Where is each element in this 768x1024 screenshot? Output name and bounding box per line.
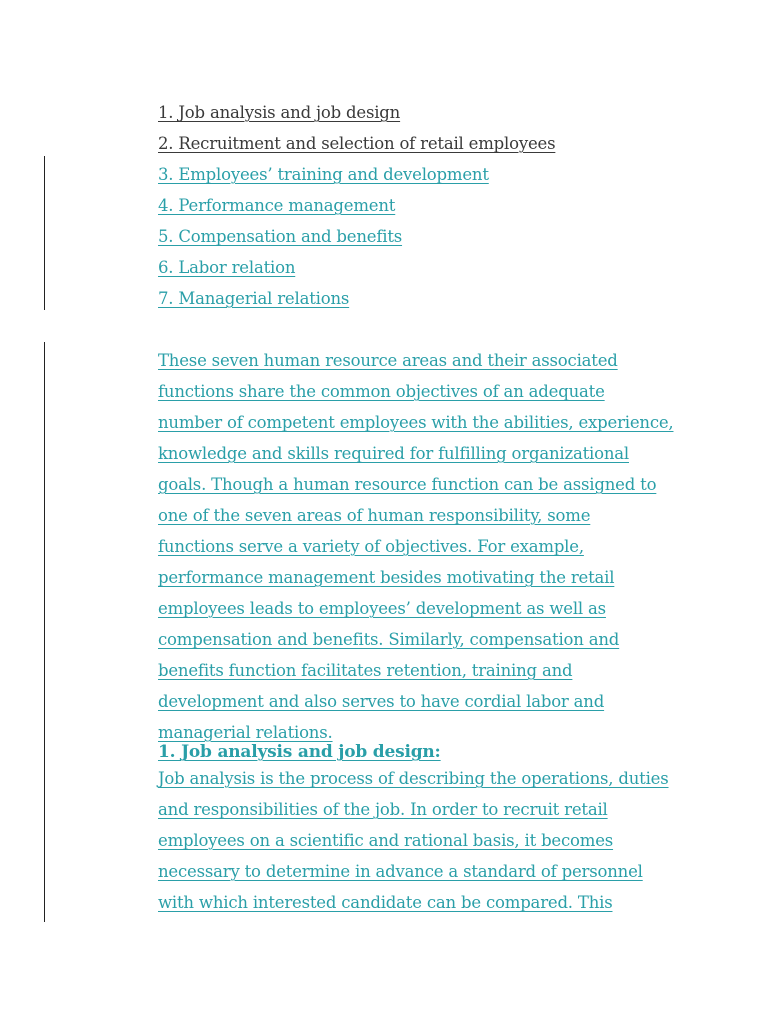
list-item[interactable] [158, 160, 718, 191]
paragraph-line[interactable]: goals. Though a human resource function can be assigned to [158, 475, 657, 494]
paragraph-line[interactable]: employees on a scientific and rational basis, it becomes [158, 831, 614, 850]
revision-bar [44, 342, 45, 922]
list-item-link[interactable]: 5. Compensation and benefits [158, 227, 403, 246]
list-item-link[interactable]: 1. Job analysis and job design [158, 103, 401, 122]
paragraph-line[interactable]: one of the seven areas of human responsibility, some [158, 506, 591, 525]
paragraph-line[interactable]: functions serve a variety of objectives. For example, [158, 537, 584, 556]
paragraph-line[interactable]: knowledge and skills required for fulfilling organizational [158, 444, 629, 463]
paragraph-line[interactable]: compensation and benefits. Similarly, compensation and [158, 630, 620, 649]
list-item-link[interactable]: 6. Labor relation [158, 258, 296, 277]
paragraph-line[interactable]: and responsibilities of the job. In order to recruit retail [158, 800, 608, 819]
list-item[interactable] [158, 129, 718, 160]
paragraph-line[interactable]: managerial relations. [158, 723, 333, 742]
paragraph-line[interactable]: number of competent employees with the abilities, experience, [158, 413, 674, 432]
paragraph-line[interactable]: performance management besides motivating the retail [158, 568, 615, 587]
list-item[interactable] [158, 253, 718, 284]
section-paragraph[interactable] [158, 764, 718, 919]
list-item[interactable] [158, 98, 718, 129]
list-item-link[interactable]: 7. Managerial relations [158, 289, 350, 308]
document-body [158, 98, 718, 919]
list-item[interactable] [158, 222, 718, 253]
paragraph-line[interactable]: with which interested candidate can be compared. This [158, 893, 613, 912]
list-item[interactable] [158, 191, 718, 222]
list-item-link[interactable]: 4. Performance management [158, 196, 396, 215]
section-heading[interactable]: 1. Job analysis and job design: [158, 742, 441, 762]
paragraph-line[interactable]: necessary to determine in advance a standard of personnel [158, 862, 643, 881]
paragraph-line[interactable]: Job analysis is the process of describing the operations, duties [158, 769, 669, 788]
paragraph-line[interactable]: employees leads to employees’ development as well as [158, 599, 606, 618]
paragraph-spacer [158, 315, 718, 346]
paragraph-line[interactable]: These seven human resource areas and their associated [158, 351, 618, 370]
paragraph-line[interactable]: benefits function facilitates retention, training and [158, 661, 573, 680]
list-item[interactable] [158, 284, 718, 315]
paragraph-line[interactable]: functions share the common objectives of an adequate [158, 382, 605, 401]
list-item-link[interactable]: 3. Employees’ training and development [158, 165, 489, 184]
intro-paragraph[interactable] [158, 346, 718, 740]
revision-bar [44, 156, 45, 310]
list-item-link[interactable]: 2. Recruitment and selection of retail employees [158, 134, 556, 153]
paragraph-line[interactable]: development and also serves to have cordial labor and [158, 692, 605, 711]
